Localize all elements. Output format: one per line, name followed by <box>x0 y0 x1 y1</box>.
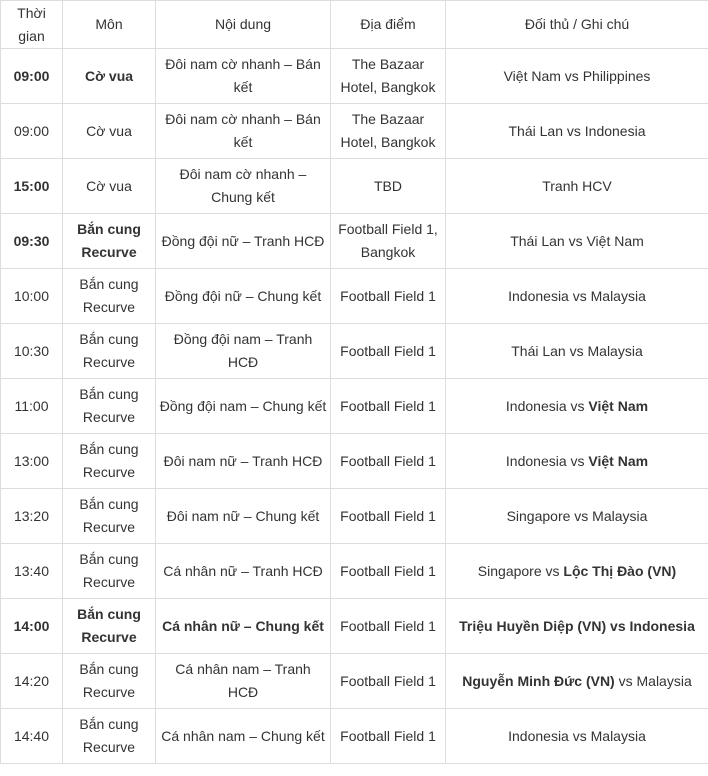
note-text: vs Malaysia <box>614 672 692 689</box>
note-text: Thái Lan vs Indonesia <box>508 122 646 139</box>
cell-event: Đôi nam cờ nhanh – Bán kết <box>156 49 331 104</box>
cell-event: Cá nhân nam – Chung kết <box>156 709 331 764</box>
cell-venue: The Bazaar Hotel, Bangkok <box>331 104 446 159</box>
note-text: Indonesia vs <box>505 452 589 469</box>
table-row <box>1 709 708 764</box>
table-row <box>1 599 708 654</box>
cell-event: Đồng đội nữ – Chung kết <box>156 269 331 324</box>
cell-time: 15:00 <box>1 159 63 214</box>
note-text: Việt Nam <box>588 397 649 414</box>
cell-sport: Bắn cung Recurve <box>63 434 156 489</box>
cell-time: 14:40 <box>1 709 63 764</box>
header-time: Thời gian <box>1 1 63 49</box>
table-row <box>1 104 708 159</box>
cell-time: 14:00 <box>1 599 63 654</box>
cell-time: 13:00 <box>1 434 63 489</box>
cell-time: 10:30 <box>1 324 63 379</box>
note-text: Indonesia vs Malaysia <box>508 727 646 744</box>
cell-venue: Football Field 1 <box>331 544 446 599</box>
cell-sport: Bắn cung Recurve <box>63 214 156 269</box>
table-row <box>1 214 708 269</box>
cell-sport: Cờ vua <box>63 49 156 104</box>
note-text: Indonesia vs <box>505 397 589 414</box>
note-text: Lộc Thị Đào (VN) <box>563 562 677 579</box>
header-sport: Môn <box>63 1 156 49</box>
cell-sport: Cờ vua <box>63 104 156 159</box>
cell-note <box>446 489 708 544</box>
cell-venue: Football Field 1 <box>331 654 446 709</box>
cell-note <box>446 709 708 764</box>
cell-sport: Bắn cung Recurve <box>63 709 156 764</box>
cell-event: Cá nhân nam – Tranh HCĐ <box>156 654 331 709</box>
note-text: Thái Lan vs Malaysia <box>511 342 643 359</box>
cell-venue: Football Field 1 <box>331 379 446 434</box>
cell-note <box>446 434 708 489</box>
cell-event: Cá nhân nữ – Tranh HCĐ <box>156 544 331 599</box>
cell-event: Đồng đội nam – Tranh HCĐ <box>156 324 331 379</box>
cell-note <box>446 379 708 434</box>
note-text: Triệu Huyền Diệp (VN) vs Indonesia <box>459 617 695 634</box>
cell-sport: Bắn cung Recurve <box>63 324 156 379</box>
header-event: Nội dung <box>156 1 331 49</box>
cell-event: Đôi nam nữ – Tranh HCĐ <box>156 434 331 489</box>
header-venue: Địa điểm <box>331 1 446 49</box>
cell-note <box>446 269 708 324</box>
cell-sport: Bắn cung Recurve <box>63 599 156 654</box>
cell-event: Đồng đội nữ – Tranh HCĐ <box>156 214 331 269</box>
cell-note <box>446 544 708 599</box>
header-note: Đối thủ / Ghi chú <box>446 1 708 49</box>
cell-time: 11:00 <box>1 379 63 434</box>
header-row <box>1 1 708 49</box>
cell-venue: The Bazaar Hotel, Bangkok <box>331 49 446 104</box>
cell-time: 09:00 <box>1 104 63 159</box>
table-row <box>1 489 708 544</box>
cell-venue: Football Field 1 <box>331 489 446 544</box>
cell-time: 09:00 <box>1 49 63 104</box>
cell-note <box>446 599 708 654</box>
cell-note <box>446 324 708 379</box>
note-text: Tranh HCV <box>542 177 612 194</box>
note-text: Singapore vs <box>477 562 564 579</box>
cell-event: Đôi nam cờ nhanh – Bán kết <box>156 104 331 159</box>
cell-sport: Cờ vua <box>63 159 156 214</box>
cell-event: Đôi nam cờ nhanh – Chung kết <box>156 159 331 214</box>
cell-sport: Bắn cung Recurve <box>63 379 156 434</box>
cell-time: 13:40 <box>1 544 63 599</box>
table-row <box>1 324 708 379</box>
cell-note <box>446 104 708 159</box>
table-row <box>1 379 708 434</box>
cell-venue: Football Field 1 <box>331 599 446 654</box>
cell-sport: Bắn cung Recurve <box>63 489 156 544</box>
cell-time: 09:30 <box>1 214 63 269</box>
cell-note <box>446 159 708 214</box>
table-row <box>1 544 708 599</box>
cell-note <box>446 214 708 269</box>
table-row <box>1 654 708 709</box>
table-header <box>1 1 708 49</box>
note-text: Việt Nam vs Philippines <box>503 67 651 84</box>
note-text: Indonesia vs Malaysia <box>508 287 646 304</box>
cell-note <box>446 654 708 709</box>
cell-sport: Bắn cung Recurve <box>63 654 156 709</box>
cell-note <box>446 49 708 104</box>
cell-event: Cá nhân nữ – Chung kết <box>156 599 331 654</box>
cell-time: 10:00 <box>1 269 63 324</box>
cell-time: 14:20 <box>1 654 63 709</box>
cell-time: 13:20 <box>1 489 63 544</box>
note-text: Singapore vs Malaysia <box>506 507 648 524</box>
cell-event: Đôi nam nữ – Chung kết <box>156 489 331 544</box>
note-text: Nguyễn Minh Đức (VN) <box>462 672 615 689</box>
cell-venue: Football Field 1 <box>331 269 446 324</box>
cell-venue: Football Field 1 <box>331 434 446 489</box>
table-row <box>1 159 708 214</box>
table-row <box>1 434 708 489</box>
note-text: Thái Lan vs Việt Nam <box>510 232 644 249</box>
note-text: Việt Nam <box>588 452 649 469</box>
table-body <box>1 49 708 764</box>
table-row <box>1 269 708 324</box>
table-row <box>1 49 708 104</box>
cell-sport: Bắn cung Recurve <box>63 544 156 599</box>
cell-venue: Football Field 1 <box>331 709 446 764</box>
cell-venue: TBD <box>331 159 446 214</box>
cell-venue: Football Field 1 <box>331 324 446 379</box>
cell-event: Đồng đội nam – Chung kết <box>156 379 331 434</box>
cell-venue: Football Field 1, Bangkok <box>331 214 446 269</box>
cell-sport: Bắn cung Recurve <box>63 269 156 324</box>
